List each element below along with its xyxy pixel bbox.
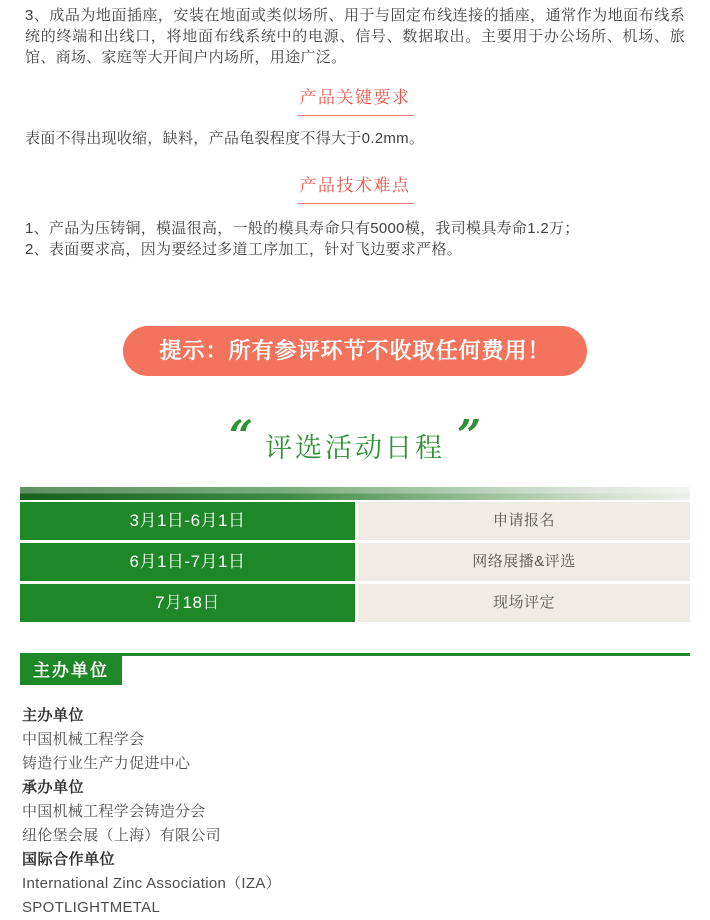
- organizer-group-label-international: 国际合作单位: [22, 851, 116, 868]
- organizers-section: [20, 653, 690, 920]
- organizer-item: International Zinc Association（IZA）: [22, 875, 281, 892]
- schedule-row: [20, 502, 690, 540]
- notice-wrap: [20, 326, 690, 376]
- schedule-event-cell: 申请报名: [358, 502, 690, 540]
- organizer-group-label-host: 主办单位: [22, 707, 85, 724]
- product-intro-paragraph: 3、成品为地面插座，安装在地面或类似场所、用于与固定布线连接的插座，通常作为地面布线系统的终端和出线口，将地面布线系统中的电源、信号、数据取出。主要用于办公场所、机场、旅馆、商场、家庭等大开间户内场所，用途广泛。: [25, 7, 685, 66]
- organizer-item: 中国机械工程学会: [22, 731, 145, 748]
- organizer-item: SPOTLIGHTMETAL: [22, 899, 161, 916]
- organizer-item: 铸造行业生产力促进中心: [22, 755, 191, 772]
- free-participation-notice-button[interactable]: 提示：所有参评环节不收取任何费用！: [123, 326, 586, 376]
- schedule-row: [20, 584, 690, 622]
- right-quote-mark: ”: [457, 411, 482, 460]
- section-title-key-requirements: 产品关键要求: [297, 83, 414, 116]
- key-requirements-text: 表面不得出现收缩，缺料，产品龟裂程度不得大于0.2mm。: [25, 130, 425, 147]
- schedule-date-cell: 3月1日-6月1日: [20, 502, 355, 540]
- technical-difficulty-item-2: 2、表面要求高，因为要经过多道工序加工，针对飞边要求严格。: [25, 241, 463, 258]
- organizer-item: 纽伦堡会展（上海）有限公司: [22, 827, 221, 844]
- technical-difficulties-list: [20, 218, 690, 260]
- schedule-top-gradient-bar: [20, 487, 690, 500]
- schedule-date-cell: 6月1日-7月1日: [20, 543, 355, 581]
- schedule-event-cell: 网络展播&评选: [358, 543, 690, 581]
- schedule-event-cell: 现场评定: [358, 584, 690, 622]
- organizer-item: 中国机械工程学会铸造分会: [22, 803, 206, 820]
- organizers-section-tag: 主办单位: [20, 656, 122, 685]
- technical-difficulty-item-1: 1、产品为压铸铜，模温很高，一般的模具寿命只有5000模，我司模具寿命1.2万；: [25, 220, 580, 237]
- schedule-row: [20, 543, 690, 581]
- schedule-title-text: 评选活动日程: [265, 433, 445, 463]
- section-title-technical-difficulties: 产品技术难点: [297, 171, 414, 204]
- organizers-list: [20, 704, 690, 920]
- schedule-table: [20, 502, 690, 622]
- section-heading-wrap: [20, 149, 690, 204]
- section-heading-wrap: [20, 68, 690, 116]
- schedule-date-cell: 7月18日: [20, 584, 355, 622]
- schedule-section-title: [20, 411, 690, 475]
- left-quote-mark: “: [228, 411, 253, 460]
- organizer-group-label-undertaker: 承办单位: [22, 779, 85, 796]
